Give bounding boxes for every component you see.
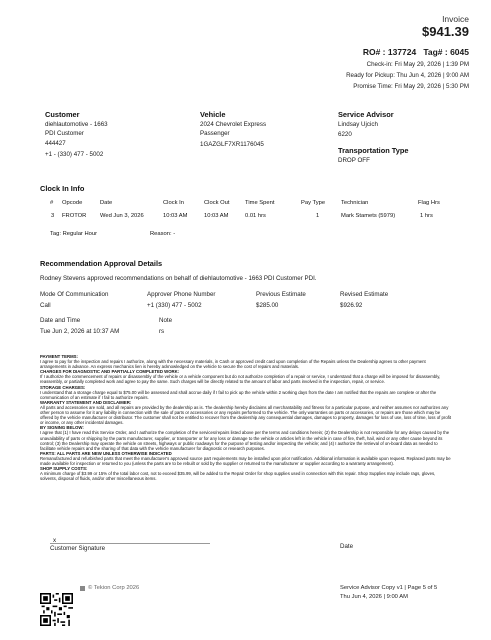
ready-for-pickup-time: Ready for Pickup: Thu Jun 4, 2026 | 9:00 AM [346,72,469,79]
col-pay-type: Pay Type [301,200,326,206]
row-flag-hrs: 1 hrs [420,213,433,219]
tag-label: Tag: Regular Hour [50,231,98,237]
col-technician: Technician [341,200,369,206]
col-date: Date [100,200,113,206]
customer-name: diehlautomotive - 1663 [45,121,108,128]
tekion-logo-icon [80,586,85,591]
recommendation-statement: Rodney Stevens approved recommendations on behalf of diehlautomotive - 1663 PDI Customer PDI. [40,275,317,282]
service-advisor-heading: Service Advisor [338,110,394,119]
terms-text-signing: I agree that (1) I have read this Service Order, and I authorize the completion of the services/repairs listed above per the terms and conditions herein; (2) the Dealership is not responsible for any delays caused by the unavailability of parts or shipping by the parts manufacturer, supplier, or transporter or for any loss or damage to the vehicle or articles left in the vehicle in case of fire, theft, hail, wind or any other cause beyond its control; (3) the Dealership may operate the vehicle on streets, highways or public roadways for the purpose of testing and/or inspecting the vehicle; and (4) I authorize the retrieval of on-board data as needed to facilitate vehicle repairs and the sharing of that data with the vehicle manufacturer for diagnostic or research purposes. [40,430,450,451]
row-date: Wed Jun 3, 2026 [100,213,144,219]
customer-signature-label: Customer Signature [50,545,106,552]
terms-text-parts: Remanufactured and refurbished parts that meet the manufacturer's approved source part requirements may be installed upon prior notification. Additional information is available upon request. Replaced parts may be made available for inspection or returned to you (unless the parts are to be rebuilt or sold by the supplier or returned to the manufacturer or supplier according to a warranty arrangement). [40,455,451,466]
terms-heading-shop-supply: SHOP SUPPLY COSTS: [40,466,88,472]
advisor-id: 6220 [338,131,352,138]
previous-estimate-value: $285.00 [256,302,279,309]
promise-time: Promise Time: Fri May 29, 2026 | 5:30 PM [353,83,469,90]
customer-type: PDI Customer [45,130,84,137]
vehicle-vin: 1GAZGLF7XR1176045 [200,141,264,148]
row-pay-type: 1 [316,213,320,219]
recommendation-heading: Recommendation Approval Details [40,259,163,268]
terms-text-diagnostic: If I authorize the commencement of repairs or disassembly of the vehicle or a vehicle component but do not authorize completion of a repair or service, I understand that a charge will be imposed for disassembly, reassembly, or partially completed work and agree to pay the same. Such charges will be directly related to the amount of labor and parts involved in the inspection, repair, or service. [40,374,441,385]
vehicle-model: 2024 Chevrolet Express [200,121,267,128]
footer-copy-date: Thu Jun 4, 2026 | 9:00 AM [340,594,408,600]
revised-estimate-label: Revised Estimate [340,291,389,298]
row-opcode: FROTOR [62,213,87,219]
row-clock-in: 10:03 AM [163,213,188,219]
col-number: # [50,200,54,206]
check-in-time: Check-in: Fri May 29, 2026 | 1:39 PM [366,61,469,68]
clock-in-heading: Clock In Info [40,184,85,193]
terms-text-warranty: All parts and accessories are sold, and all repairs are provided by the dealership as is. The dealership hereby disclaims all merchantability and fitness for a particular purpose, and neither assumes nor authorizes any other person to assume for it any liability in connection with the sale of parts or accessories or any repairs performed to the vehicle. The only warranties on parts or accessories, or repairs are those which may be offered by the vehicle manufacturer or distributor. The customer shall not be entitled to recover from the dealership any consequential damages, damages to property, damages for loss of use, loss of time, loss of profit or income, or any other incidental damages. [40,404,452,426]
previous-estimate-label: Previous Estimate [256,291,306,298]
terms-heading-signing: BY SIGNING BELOW: [40,425,84,431]
col-flag-hrs: Flag Hrs [418,200,440,206]
phone-value: +1 (330) 477 - 5002 [147,302,202,309]
vehicle-body: Passenger [200,130,230,137]
terms-heading-parts: PARTS: ALL PARTS ARE NEW UNLESS OTHERWISE INDICATED [40,450,172,456]
terms-heading-diagnostic: CHARGES FOR DIAGNOSTIC AND PARTIALLY COMPLETED WORK: [40,369,180,375]
phone-label: Approver Phone Number [147,291,216,298]
terms-text-storage: I understand that a storage charge equal to $75.00 will be assessed and shall accrue daily if I fail to pick up the vehicle within 2 working days from the date I am notified that the repairs are complete or after the communication of an estimate if I fail to authorize repairs. [40,389,437,400]
invoice-total: $941.39 [422,24,469,39]
customer-phone: +1 - (330) 477 - 5002 [45,151,104,158]
row-clock-out: 10:03 AM [204,213,229,219]
note-value: rs [159,328,165,335]
terms-text-shop-supply: A minimum charge of $3.99 or 15% of the total labor cost, not to exceed $35.99, will be added to the Repair Order for shop supplies used in connection with this repair. Shop Supplies may include rags, gloves, solvents, disposal of fluids, and/or other miscellaneous items. [40,471,436,482]
terms-and-conditions [40,354,452,481]
date-label: Date [340,543,354,550]
row-time-spent: 0.01 hrs [245,213,266,219]
vehicle-heading: Vehicle [200,110,226,119]
col-time-spent: Time Spent [245,200,275,206]
invoice-label: Invoice [442,14,469,24]
reason-label: Reason: - [150,231,176,237]
customer-id: 444427 [45,140,66,147]
revised-estimate-value: $926.92 [340,302,363,309]
footer-copy-info: Service Advisor Copy v1 | Page 5 of 5 [340,585,438,591]
footer-copyright: © Tekion Corp 2026 [88,585,140,591]
advisor-name: Lindsay Ujcich [338,121,378,128]
col-clock-in: Clock In [163,200,184,206]
row-technician: Mark Stamets (5979) [341,213,396,219]
mode-value: Call [40,302,51,309]
signature-line [50,543,210,544]
transportation-type-heading: Transportation Type [338,146,409,155]
note-label: Note [159,317,173,324]
col-clock-out: Clock Out [204,200,230,206]
mode-label: Mode Of Communication [40,291,109,298]
row-number: 3 [51,213,55,219]
ro-tag-line: RO# : 137724 Tag# : 6045 [362,47,469,57]
terms-heading-payment: PAYMENT TERMS: [40,354,78,359]
terms-heading-storage: STORAGE CHARGES: [40,384,86,390]
date-time-label: Date and Time [40,317,81,324]
signature-x-mark: x [53,537,57,544]
qr-code-icon [40,593,73,626]
terms-heading-warranty: WARRANTY STATEMENT AND DISCLAIMER: [40,399,132,405]
terms-text-payment: I agree to pay for the inspection and repairs I authorize, along with the necessary materials, in Cash or approved credit card upon completion of the Repairs unless the Dealership agrees to other payment arrangements in advance. An express mechanics lien is hereby acknowledged on the vehicle to secure the cost of repairs and materials. [40,359,426,370]
date-time-value: Tue Jun 2, 2026 at 10:37 AM [40,328,120,335]
customer-heading: Customer [45,110,80,119]
transportation-type-value: DROP OFF [338,157,370,164]
col-opcode: Opcode [62,200,83,206]
